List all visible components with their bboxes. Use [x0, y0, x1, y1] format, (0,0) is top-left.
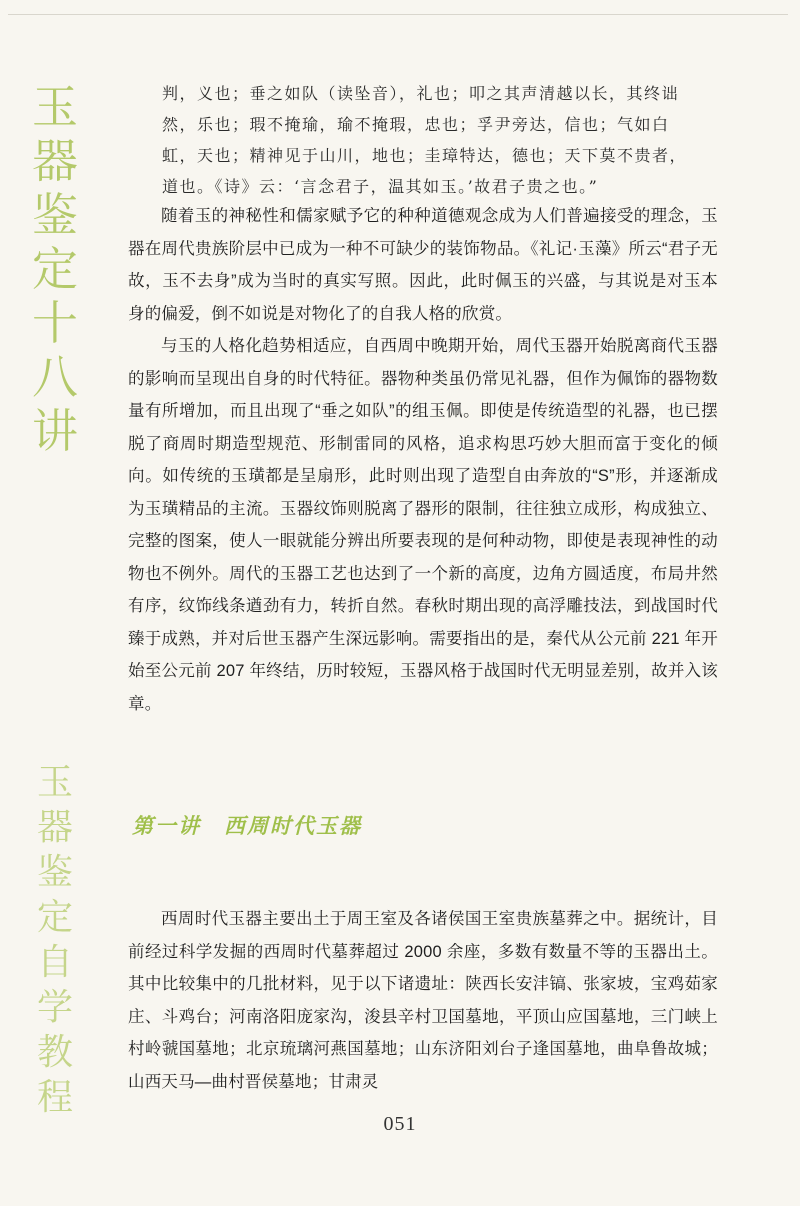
running-title-char: 器	[36, 807, 73, 848]
classical-quote-block	[162, 78, 722, 202]
running-title-char: 鉴	[32, 188, 78, 242]
paragraph: 西周时代玉器主要出土于周王室及各诸侯国王室贵族墓葬之中。据统计，目前经过科学发掘的西周时代墓葬超过 2000 余座，多数有数量不等的玉器出土。其中比较集中的几批材料，见于以下诸遗址：陕西长安沣镐、张家坡，宝鸡茹家庄、斗鸡台；河南洛阳庞家沟，浚县辛村卫国墓地，平顶山应国墓地，三门峡上村岭虢国墓地；北京琉璃河燕国墓地；山东济阳刘台子逢国墓地，曲阜鲁故城；山西天马—曲村晋侯墓地；甘肃灵	[128, 910, 718, 1091]
section-heading: 第一讲 西周时代玉器	[132, 813, 362, 838]
running-title-char: 讲	[32, 404, 78, 458]
running-title-char: 玉	[32, 80, 78, 134]
running-title-char: 十	[32, 296, 78, 350]
paragraph: 随着玉的神秘性和儒家赋予它的种种道德观念成为人们普遍接受的理念，玉器在周代贵族阶层中已成为一种不可缺少的装饰物品。《礼记·玉藻》所云“君子无故，玉不去身”成为当时的真实写照。因此，此时佩玉的兴盛，与其说是对玉本身的偏爱，倒不如说是对物化了的自我人格的欣赏。	[128, 207, 718, 323]
running-title-char: 八	[32, 350, 78, 404]
running-title-char: 定	[36, 897, 73, 938]
quote-line: 判，义也；垂之如队（读坠音），礼也；叩之其声清越以长，其终诎	[162, 84, 680, 103]
main-text	[128, 200, 718, 720]
paragraph: 与玉的人格化趋势相适应，自西周中晚期开始，周代玉器开始脱离商代玉器的影响而呈现出自身的时代特征。器物种类虽仍常见礼器，但作为佩饰的器物数量有所增加，而且出现了“垂之如队”的组玉佩。即使是传统造型的礼器，也已摆脱了商周时期造型规范、形制雷同的风格，追求构思巧妙大胆而富于变化的倾向。如传统的玉璜都是呈扇形，此时则出现了造型自由奔放的“S”形，并逐渐成为玉璜精品的主流。玉器纹饰则脱离了器形的限制，往往独立成形，构成独立、完整的图案，使人一眼就能分辨出所要表现的是何种动物，即使是表现神性的动物也不例外。周代的玉器工艺也达到了一个新的高度，边角方圆适度，布局井然有序，纹饰线条遒劲有力，转折自然。春秋时期出现的高浮雕技法，到战国时代臻于成熟，并对后世玉器产生深远影响。需要指出的是，秦代从公元前 221 年开始至公元前 207 年终结，历时较短，玉器风格于战国时代无明显差别，故并入该章。	[128, 337, 718, 713]
running-title-primary	[30, 80, 80, 458]
running-title-char: 程	[36, 1077, 73, 1118]
running-title-char: 学	[36, 987, 73, 1028]
running-title-char: 自	[36, 942, 73, 983]
running-title-char: 鉴	[36, 852, 73, 893]
running-title-char: 器	[32, 134, 78, 188]
running-title-char: 教	[36, 1032, 73, 1073]
quote-line: 然，乐也；瑕不掩瑜，瑜不掩瑕，忠也；孚尹旁达，信也；气如白	[162, 115, 670, 134]
top-edge-line	[8, 14, 788, 15]
quote-line: 虹，天也；精神见于山川，地也；圭璋特达，德也；天下莫不贵者，	[162, 146, 688, 165]
running-title-secondary	[30, 760, 80, 1120]
running-title-char: 定	[32, 242, 78, 296]
section-text	[128, 903, 718, 1098]
page-number: 051	[383, 1113, 417, 1135]
running-title-char: 玉	[36, 762, 73, 803]
quote-line: 道也。《诗》云：‘言念君子，温其如玉。’故君子贵之也。”	[162, 177, 599, 196]
